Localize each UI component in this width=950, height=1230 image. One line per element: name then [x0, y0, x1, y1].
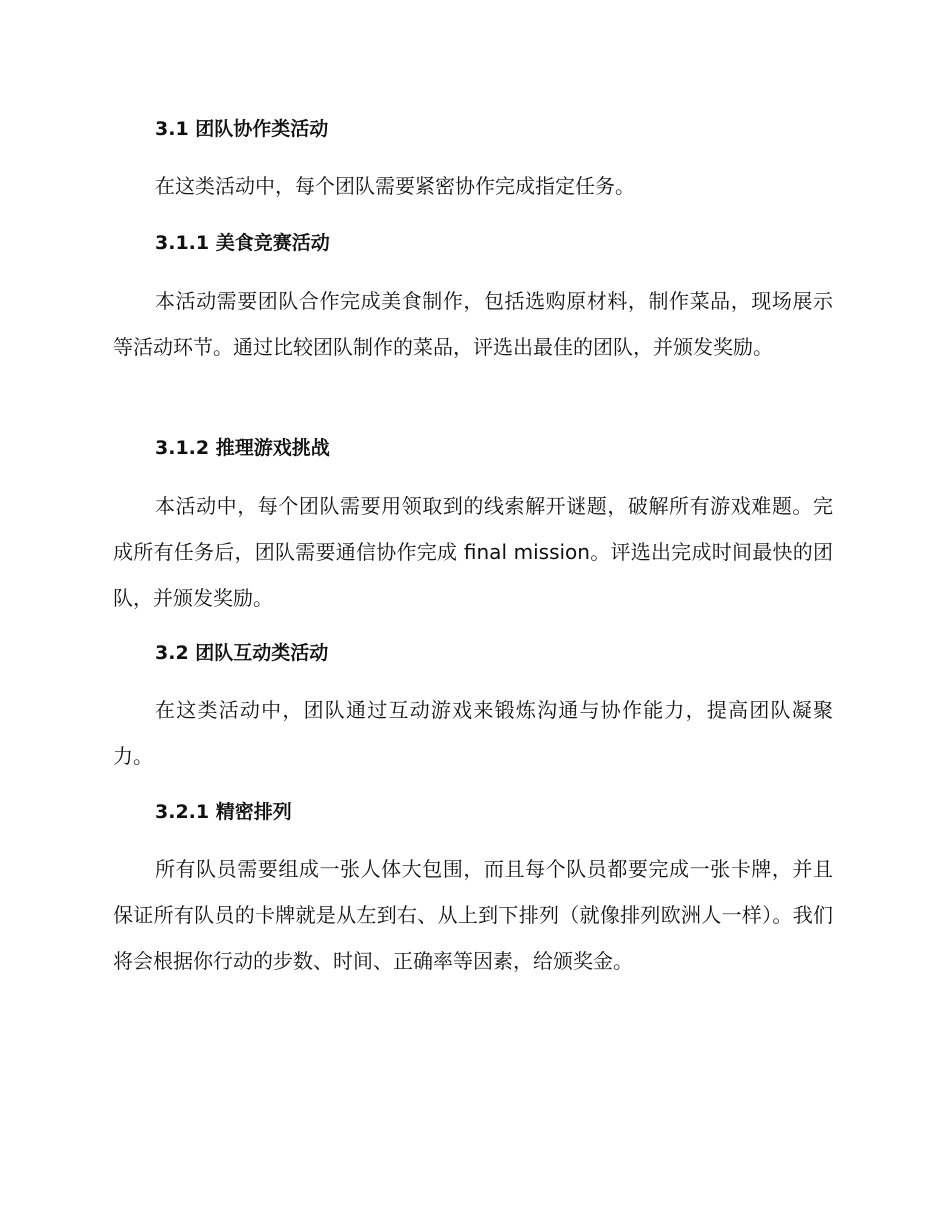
section-heading-3-1-1: 3.1.1 美食竞赛活动: [155, 232, 330, 254]
section-paragraph: 所有队员需要组成一张人体大包围，而且每个队员都要完成一张卡牌，并且保证所有队员的卡牌就是从左到右、从上到下排列（就像排列欧洲人一样）。我们将会根据你行动的步数、时间、正确率等因素，给颁奖金。: [113, 857, 833, 973]
section-heading-3-1: 3.1 团队协作类活动: [155, 118, 329, 140]
section-paragraph: 在这类活动中，每个团队需要紧密协作完成指定任务。: [155, 174, 635, 198]
section-paragraph: 在这类活动中，团队通过互动游戏来锻炼沟通与协作能力，提高团队凝聚力。: [113, 698, 833, 768]
section-heading-3-1-2: 3.1.2 推理游戏挑战: [155, 437, 330, 459]
section-heading-3-2-1: 3.2.1 精密排列: [155, 801, 292, 823]
section-paragraph: 本活动中，每个团队需要用领取到的线索解开谜题，破解所有游戏难题。完成所有任务后，团队需要通信协作完成 final mission。评选出完成时间最快的团队，并颁发奖励。: [113, 494, 833, 610]
section-heading-3-2: 3.2 团队互动类活动: [155, 642, 329, 664]
section-paragraph: 本活动需要团队合作完成美食制作，包括选购原材料，制作菜品，现场展示等活动环节。通过比较团队制作的菜品，评选出最佳的团队，并颁发奖励。: [113, 289, 833, 359]
